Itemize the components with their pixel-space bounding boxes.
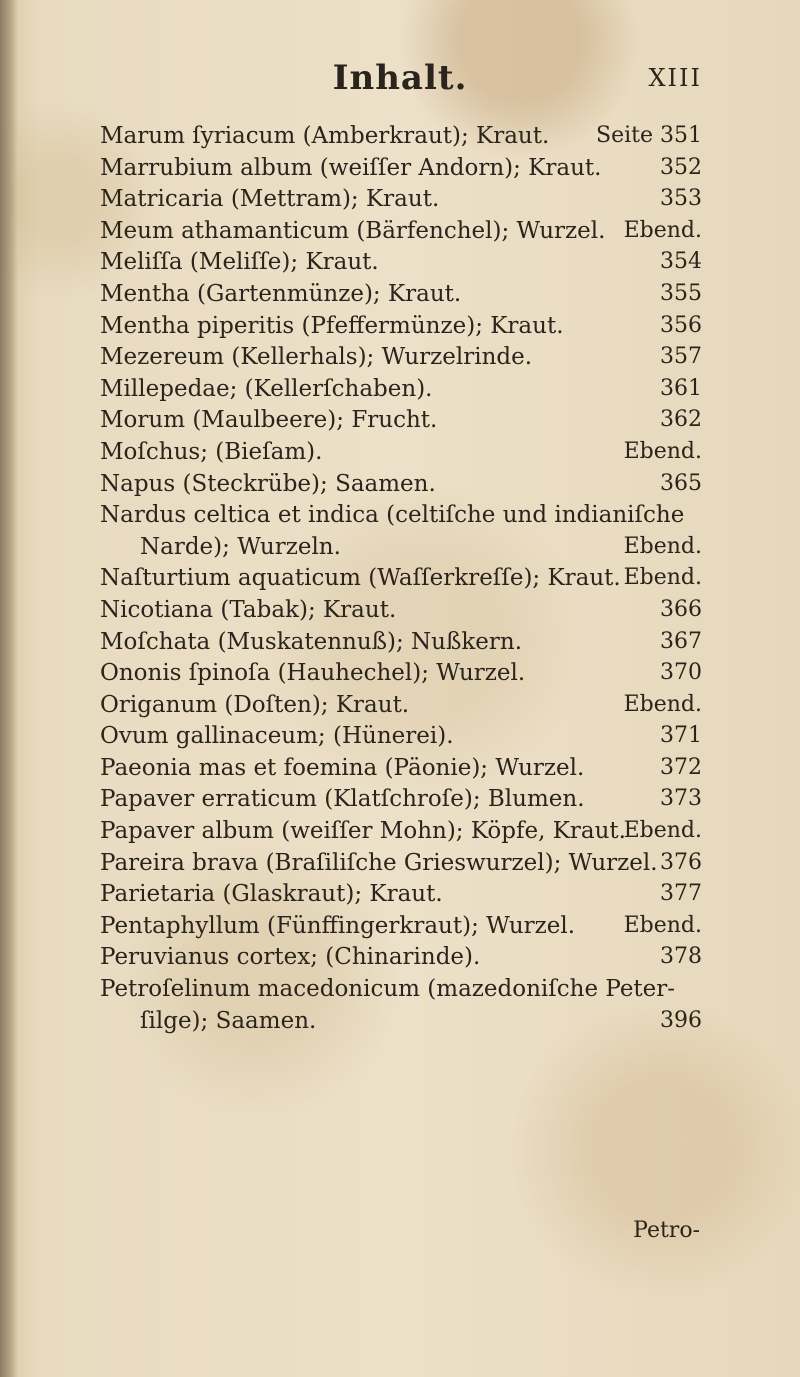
- page-number: XIII: [648, 64, 702, 92]
- entry-page: 371: [660, 723, 702, 749]
- entry-page: 378: [660, 944, 702, 970]
- entry-page: 396: [660, 1007, 702, 1033]
- index-entry: [0, 755, 800, 787]
- index-entry-continuation: [0, 1008, 800, 1040]
- entry-page: 370: [660, 660, 702, 686]
- entry-page: 354: [660, 249, 702, 275]
- entry-page: 352: [660, 154, 702, 180]
- entry-text: Mentha piperitis (Pfeffermünze); Kraut.: [100, 312, 564, 339]
- index-entry: [0, 313, 800, 345]
- entry-text: Narde); Wurzeln.: [140, 533, 341, 560]
- index-entry: [0, 881, 800, 913]
- index-entry: [0, 913, 800, 945]
- index-list: [0, 123, 800, 1039]
- index-entry: [0, 850, 800, 882]
- entry-page: 366: [660, 596, 702, 622]
- entry-page: 372: [660, 754, 702, 780]
- entry-text: Moſchata (Muskatennuß); Nußkern.: [100, 628, 523, 655]
- index-entry: [0, 818, 800, 850]
- entry-page: Ebend.: [623, 217, 702, 243]
- page-title: Inhalt.: [332, 58, 468, 98]
- entry-text: Papaver album (weiſſer Mohn); Köpfe, Kraut.: [100, 818, 626, 845]
- entry-page: 356: [660, 312, 702, 338]
- index-entry: [0, 471, 800, 503]
- entry-text: Naſturtium aquaticum (Waſſerkreſſe); Kraut.: [100, 565, 621, 592]
- entry-page: 362: [660, 407, 702, 433]
- entry-page: Ebend.: [623, 533, 702, 559]
- index-entry: [0, 439, 800, 471]
- entry-page: 353: [660, 186, 702, 212]
- entry-page: 373: [660, 786, 702, 812]
- index-entry: [0, 502, 800, 534]
- catchword: Petro-: [633, 1218, 700, 1243]
- index-entry: [0, 281, 800, 313]
- index-entry: [0, 249, 800, 281]
- index-entry: [0, 944, 800, 976]
- index-entry: [0, 660, 800, 692]
- entry-page: 365: [660, 470, 702, 496]
- index-entry: [0, 155, 800, 187]
- entry-text: Peruvianus cortex; (Chinarinde).: [100, 944, 481, 971]
- entry-text: Petroſelinum macedonicum (mazedoniſche Peter-: [100, 976, 676, 1003]
- index-entry: [0, 218, 800, 250]
- entry-text: Matricaria (Mettram); Kraut.: [100, 186, 440, 213]
- entry-page: Ebend.: [623, 691, 702, 717]
- entry-page: Ebend.: [623, 565, 702, 591]
- entry-text: Morum (Maulbeere); Frucht.: [100, 407, 438, 434]
- index-entry-continuation: [0, 534, 800, 566]
- entry-text: Ononis ſpinoſa (Hauhechel); Wurzel.: [100, 660, 526, 687]
- entry-page: 361: [660, 375, 702, 401]
- index-entry: [0, 976, 800, 1008]
- index-entry: [0, 186, 800, 218]
- index-entry: [0, 565, 800, 597]
- entry-text: Pentaphyllum (Fünffingerkraut); Wurzel.: [100, 912, 576, 939]
- entry-text: Marrubium album (weiſſer Andorn); Kraut.: [100, 154, 602, 181]
- entry-text: Origanum (Doſten); Kraut.: [100, 691, 410, 718]
- index-entry: [0, 597, 800, 629]
- entry-text: Marum ſyriacum (Amberkraut); Kraut.: [100, 123, 550, 149]
- entry-page: 376: [660, 849, 702, 875]
- index-entry: [0, 123, 800, 155]
- entry-page: 377: [660, 881, 702, 907]
- entry-text: Nardus celtica et indica (celtiſche und indianiſche: [100, 502, 685, 529]
- entry-text: Paeonia mas et foemina (Päonie); Wurzel.: [100, 754, 585, 781]
- entry-page: Seite 351: [596, 123, 702, 148]
- entry-text: Parietaria (Glaskraut); Kraut.: [100, 881, 443, 908]
- index-entry: [0, 344, 800, 376]
- entry-text: Mezereum (Kellerhals); Wurzelrinde.: [100, 344, 533, 371]
- entry-text: Moſchus; (Bieſam).: [100, 438, 323, 465]
- index-entry: [0, 407, 800, 439]
- index-entry: [0, 376, 800, 408]
- entry-text: Ovum gallinaceum; (Hünerei).: [100, 723, 454, 750]
- index-entry: [0, 692, 800, 724]
- entry-text: Pareira brava (Braſiliſche Grieswurzel); Wurzel.: [100, 849, 658, 876]
- index-entry: [0, 723, 800, 755]
- entry-text: Meliſſa (Meliſſe); Kraut.: [100, 249, 379, 276]
- entry-page: 355: [660, 280, 702, 306]
- entry-text: Papaver erraticum (Klatſchroſe); Blumen.: [100, 786, 585, 813]
- entry-text: Millepedae; (Kellerſchaben).: [100, 375, 433, 402]
- entry-text: ſilge); Saamen.: [140, 1007, 317, 1034]
- index-entry: [0, 786, 800, 818]
- entry-text: Meum athamanticum (Bärfenchel); Wurzel.: [100, 217, 606, 244]
- entry-text: Nicotiana (Tabak); Kraut.: [100, 596, 397, 623]
- index-entry: [0, 629, 800, 661]
- entry-page: Ebend.: [623, 912, 702, 938]
- entry-page: 357: [660, 344, 702, 370]
- entry-page: Ebend.: [623, 438, 702, 464]
- entry-text: Mentha (Gartenmünze); Kraut.: [100, 280, 462, 307]
- entry-page: 367: [660, 628, 702, 654]
- entry-text: Napus (Steckrübe); Saamen.: [100, 470, 436, 497]
- entry-page: Ebend.: [623, 818, 702, 844]
